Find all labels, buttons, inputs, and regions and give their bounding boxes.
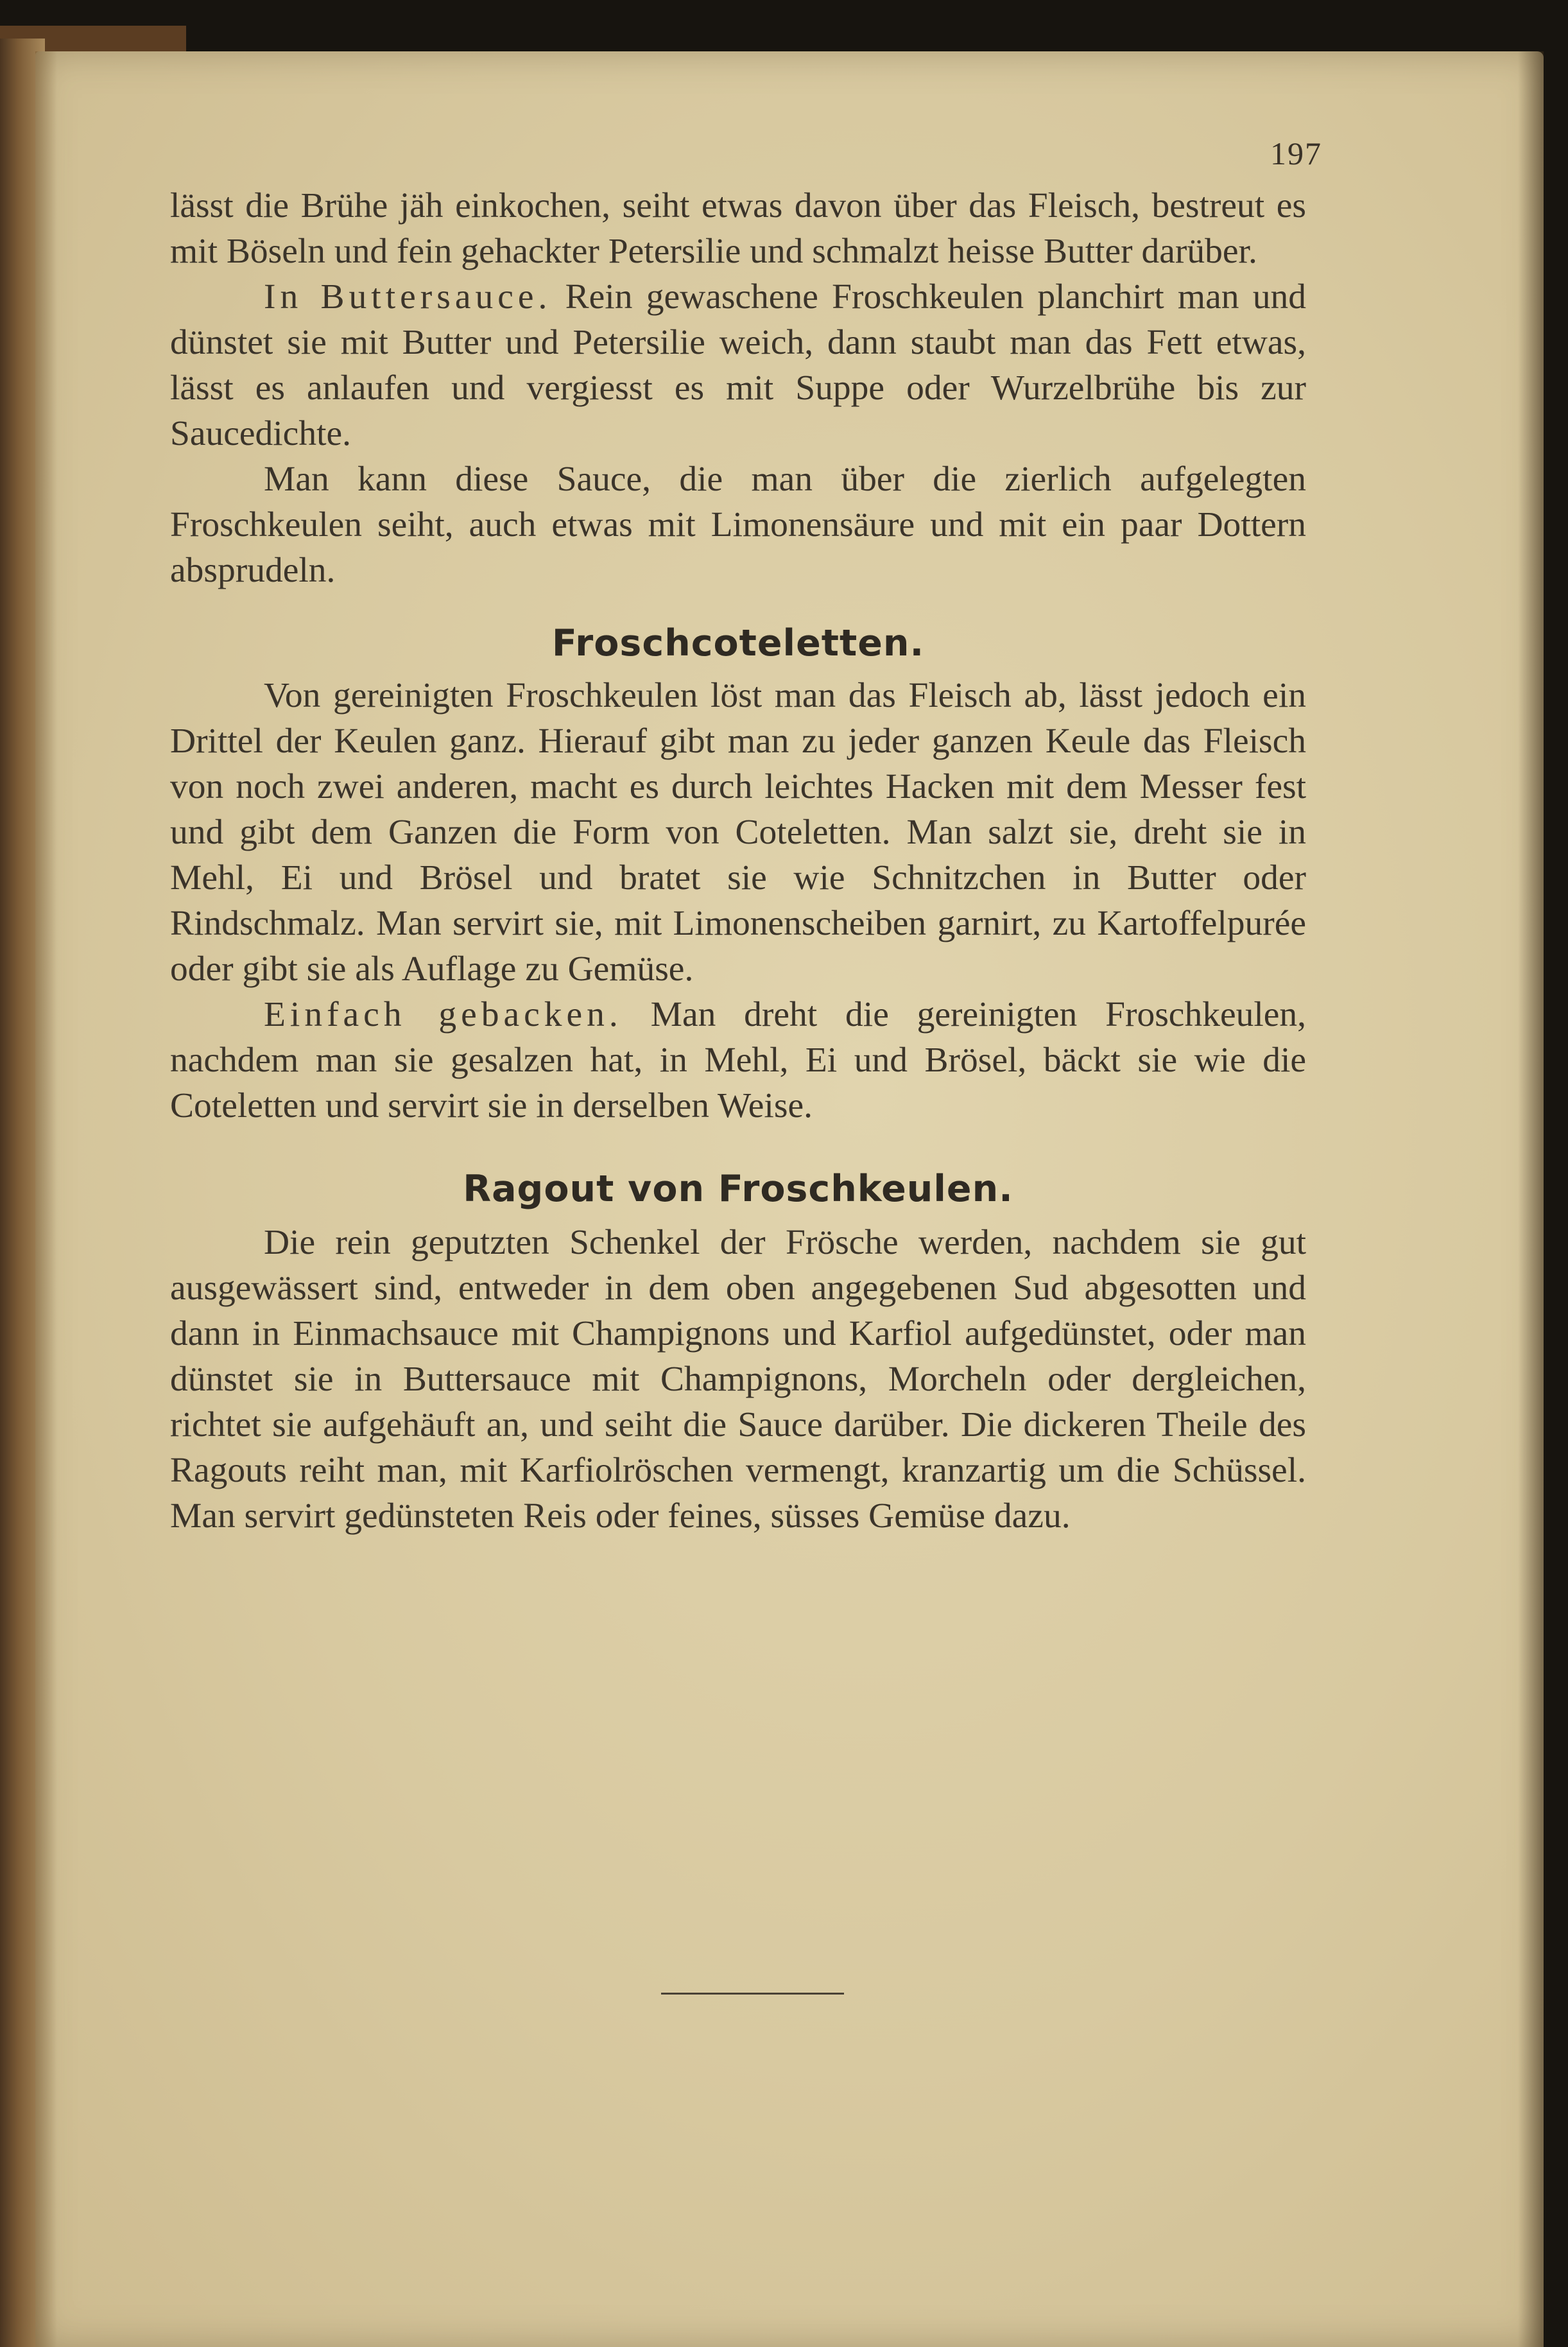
section-end-rule (661, 1993, 844, 1995)
ragout-paragraph: Die rein geputzten Schenkel der Frösche werden, nachdem sie gut ausgewässert sind, entweder in dem oben angegebenen Sud abgesotten und dann in Einmachsauce mit Champignons und Karfiol aufgedünstet, oder man dünstet sie in Buttersauce mit Champignons, Morcheln oder dergleichen, richtet sie aufgehäuft an, und seiht die Sauce darüber. Die dickeren Theile des Ragouts reiht man, mit Karfiolröschen vermengt, kranzartig um die Schüssel. Man servirt gedünsteten Reis oder feines, süsses Gemüse dazu. (170, 1223, 1306, 1536)
einfach-gebacken-label: Einfach gebacken. (264, 995, 623, 1034)
page-number: 197 (1270, 135, 1322, 171)
einfach-gebacken-paragraph (170, 992, 1306, 1129)
page-fold-shadow (35, 51, 57, 2347)
einfach-gebacken-text: Man dreht die gereinigten Froschkeulen, nachdem man sie gesalzen hat, in Mehl, Ei und Brösel, bäckt sie wie die Coteletten und servirt sie in derselben Weise. (170, 995, 1307, 1125)
intro-continuation: lässt die Brühe jäh einkochen, seiht etwas davon über das Fleisch, bestreut es mit Böseln und fein gehackter Petersilie und schmalzt heisse Butter darüber. (170, 186, 1306, 271)
heading-froschcoteletten: Froschcoteletten. (551, 622, 925, 664)
buttersauce-paragraph (170, 274, 1306, 456)
coteletten-paragraph: Von gereinigten Froschkeulen löst man das Fleisch ab, lässt jedoch ein Drittel der Keulen ganz. Hierauf gibt man zu jeder ganzen Keule das Fleisch von noch zwei anderen, macht es durch leichtes Hacken mit dem Messer fest und gibt dem Ganzen die Form von Coteletten. Man salzt sie, dreht sie in Mehl, Ei und Brösel und bratet sie wie Schnitzchen in Butter oder Rindschmalz. Man servirt sie, mit Limonenscheiben garnirt, zu Kartoffelpurée oder gibt sie als Auflage zu Gemüse. (170, 676, 1306, 989)
sauce-note-paragraph: Man kann diese Sauce, die man über die zierlich aufgelegten Froschkeulen seiht, auch etwas mit Limonensäure und mit ein paar Dottern absprudeln. (170, 460, 1306, 590)
buttersauce-text: Rein gewaschene Froschkeulen planchirt man und dünstet sie mit Butter und Petersilie weich, dann staubt man das Fett etwas, lässt es anlaufen und vergiesst es mit Suppe oder Wurzelbrühe bis zur Saucedichte. (170, 277, 1306, 453)
buttersauce-label: In Buttersauce. (264, 277, 552, 316)
page-text (170, 183, 1306, 1539)
page-edge-shadow (1518, 51, 1544, 2347)
heading-ragout: Ragout von Froschkeulen. (463, 1168, 1013, 1210)
